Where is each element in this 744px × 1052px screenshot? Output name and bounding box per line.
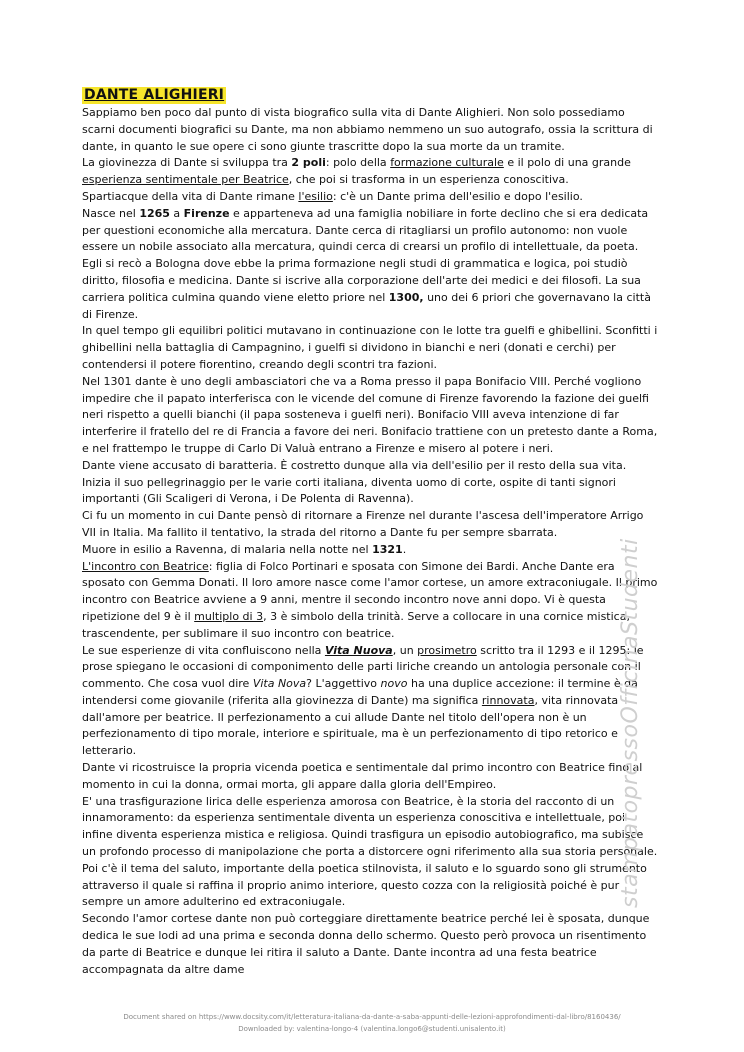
paragraph-14 <box>82 861 658 911</box>
underlined-text: rinnovata <box>481 693 535 707</box>
text: Le sue esperienze di vita confluiscono nella <box>82 643 325 657</box>
text: La giovinezza di Dante si sviluppa tra <box>82 156 292 170</box>
text: , 3 è simbolo della trinità. Serve a collocare in una cornice mistica, trascendente, per sublimare il suo incontro con beatrice. <box>82 609 630 640</box>
document-body <box>82 105 658 978</box>
text: : c'è un Dante prima dell'esilio e dopo l'esilio. <box>332 189 583 203</box>
text: ? L'aggettivo <box>306 677 381 691</box>
paragraph-7 <box>82 458 658 508</box>
underlined-text: L'incontro con Beatrice <box>82 559 209 573</box>
text: , vita rinnovata dall'amore per beatrice. Il perfezionamento a cui allude Dante nel titolo dell'opera non è un perfezionamento di tipo morale, interiore e spirituale, ma è un perfezionamento di tipo retorico e letterario. <box>82 693 619 758</box>
text: Spartiacque della vita di Dante rimane <box>82 189 299 203</box>
text: Poi c'è il tema del saluto, importante della poetica stilnovista, il saluto e lo sguardo sono gli strumento attraverso il quale si raffina il proprio animo interiore, questo cozza con la religiosità poiché è pur sempre un amore adulterino ed extraconiugale. <box>82 861 647 909</box>
footer-downloaded-by: Downloaded by: valentina-longo-4 (valentina.longo6@studenti.unisalento.it) <box>238 1025 506 1033</box>
text: a <box>169 206 184 220</box>
paragraph-6 <box>82 374 658 458</box>
text: e apparteneva ad una famiglia nobiliare in forte declino che si era dedicata per questioni economiche alla mercatura. Dante cerca di ritagliarsi un profilo autonomo: non vuole essere un nobile associato alla mercatura, quindi cerca di crearsi un profilo di intellettuale, da poeta. Egli si recò a Bologna dove ebbe la prima formazione negli studi di grammatica e logica, poi studiò diritto, filosofia e medicina. Dante si iscrive alla corporazione dell'arte dei medici e dei filosofi. La sua carriera politica culmina quando viene eletto priore nel <box>82 206 649 304</box>
paragraph-3 <box>82 189 658 206</box>
bold-text: 2 poli <box>291 156 326 170</box>
paragraph-15 <box>82 911 658 978</box>
underlined-text: formazione culturale <box>390 156 504 170</box>
text: Ci fu un momento in cui Dante pensò di ritornare a Firenze nel durante l'ascesa dell'imperatore Arrigo VII in Italia. Ma fallito il tentativo, la strada del ritorno a Dante fu per sempre sbarrata. <box>82 509 644 539</box>
text: Secondo l'amor cortese dante non può corteggiare direttamente beatrice perché lei è sposata, dunque dedica le sue lodi ad una prima e seconda donna dello schermo. Questo però provoca un risentimento da parte di Beatrice e dunque lei ritira il saluto a Dante. Dante incontra ad una festa beatrice accompagnata da altre dame <box>82 912 650 976</box>
italic-text: novo <box>380 677 408 691</box>
text: Sappiamo ben poco dal punto di vista biografico sulla vita di Dante Alighieri. Non solo possediamo scarni documenti biografici su Dante, ma non abbiamo nemmeno un suo autografo, ossia la scrittura di dante, in quanto le sue opere ci sono giunte trascritte dopo la sua morte da un tramite. <box>82 106 653 153</box>
text: Nel 1301 dante è uno degli ambasciatori che va a Roma presso il papa Bonifacio VIII. Perché vogliono impedire che il papato interferisca con le vicende del comune di Firenze favorendo la fazione dei guelfi neri rispetto a quelli bianchi (il papa sosteneva i guelfi neri). Bonifacio VIII aveva intenzione di far interferire il fratello del re di Francia a favore dei neri. Bonifacio trattiene con un pretesto dante a Roma, e nel frattempo le truppe di Carlo Di Valuà entrano a Firenze e misero al potere i neri. <box>82 374 658 455</box>
paragraph-11 <box>82 643 658 761</box>
bold-text: 1321 <box>372 542 403 556</box>
bold-text: 1265 <box>139 206 170 220</box>
paragraph-9 <box>82 542 658 559</box>
paragraph-8 <box>82 508 658 542</box>
text: In quel tempo gli equilibri politici mutavano in continuazione con le lotte tra guelfi e ghibellini. Sconfitti i ghibellini nella battaglia di Campagnino, i guelfi si dividono in bianchi e neri (donati e cerchi) per contendersi il potere fiorentino, creando degli scontri tra fazioni. <box>82 324 658 371</box>
text: Nasce nel <box>82 206 140 220</box>
page-title: DANTE ALIGHIERI <box>84 87 225 103</box>
watermark: stampatopressoOfficinaStudenti <box>618 538 643 908</box>
paragraph-1 <box>82 105 658 155</box>
document-page <box>82 84 658 978</box>
bold-text: Firenze <box>183 206 230 220</box>
paragraph-4 <box>82 206 658 324</box>
text: Dante vi ricostruisce la propria vicenda poetica e sentimentale dal primo incontro con Beatrice fino al momento in cui la donna, ormai morta, gli appare dalla gloria dell'Empireo. <box>82 761 643 791</box>
footer-shared-link[interactable]: Document shared on https://www.docsity.com/it/letteratura-italiana-da-dante-a-saba-appunti-delle-lezioni-approfondimenti-dal-libro/8160436/ <box>123 1013 621 1021</box>
paragraph-13 <box>82 794 658 861</box>
underlined-text: esperienza sentimentale per Beatrice <box>82 173 289 187</box>
underlined-text: prosimetro <box>417 643 477 657</box>
work-title: Vita Nuova <box>324 643 393 657</box>
text: Dante viene accusato di baratteria. È costretto dunque alla via dell'esilio per il resto della sua vita. Inizia il suo pellegrinaggio per le varie corti italiana, diventa uomo di corte, ospite di tanti signori importanti (Gli Scaligeri di Verona, i De Polenta di Ravenna). <box>82 458 627 506</box>
text: : polo della <box>325 156 391 170</box>
paragraph-12 <box>82 760 658 794</box>
italic-text: Vita Nova <box>252 677 307 691</box>
underlined-text: multiplo di 3 <box>194 609 264 623</box>
paragraph-10 <box>82 559 658 643</box>
text: , un <box>392 643 418 657</box>
text: ha una duplice accezione: il termine è da intendersi come giovanile (riferita alla giovinezza di Dante) ma significa <box>82 677 638 707</box>
text: . <box>402 542 407 556</box>
text: e il polo di una grande <box>503 156 631 170</box>
text: : figlia di Folco Portinari e sposata con Simone dei Bardi. Anche Dante era sposato con Gemma Donati. Il loro amore nasce come l'amor cortese, un amore extraconiugale. Il primo incontro con Beatrice avviene a 9 anni, mentre il secondo incontro nove anni dopo. Vi è questa ripetizione del 9 è il <box>82 559 658 623</box>
text: Muore in esilio a Ravenna, di malaria nella notte nel <box>82 542 373 556</box>
bold-text: 1300, <box>388 290 424 304</box>
text: scritto tra il 1293 e il 1295: le prose spiegano le occasioni di componimento delle parti liriche creando un antologia personale con il commento. Che cosa vuol dire <box>82 643 644 691</box>
text: uno dei 6 priori che governavano la città di Firenze. <box>82 290 651 321</box>
paragraph-2 <box>82 155 658 189</box>
paragraph-5 <box>82 323 658 373</box>
underlined-text: l'esilio <box>298 189 333 203</box>
text: E' una trasfigurazione lirica delle esperienza amorosa con Beatrice, è la storia del racconto di un innamoramento: da esperienza sentimentale diventa un esperienza conoscitiva e intellettuale, poi infine diventa esperienza mistica e religiosa. Quindi trasfigura un episodio autobiografico, ma subisce un profondo processo di manipolazione che porta a distorcere ogni riferimento alla sua storia personale. <box>82 794 658 859</box>
text: , che poi si trasforma in un esperienza conoscitiva. <box>288 173 569 187</box>
